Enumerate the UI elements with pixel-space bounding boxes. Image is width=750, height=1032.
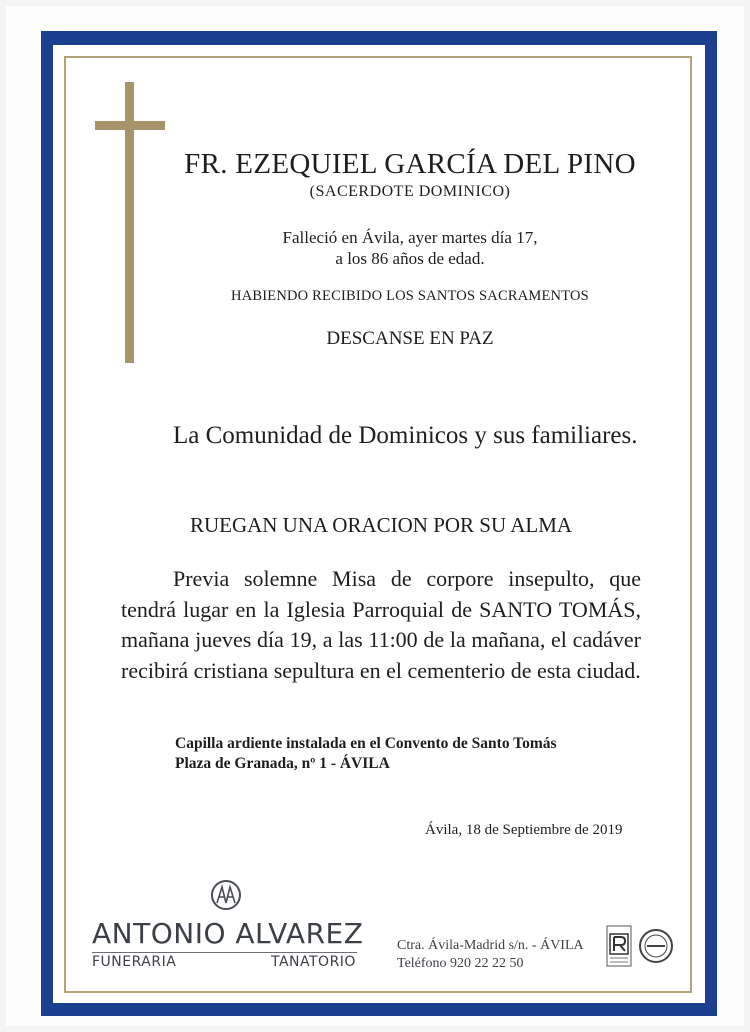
address: Ctra. Ávila-Madrid s/n. - ÁVILA — [397, 938, 584, 953]
tanatorio-label: TANATORIO — [271, 954, 356, 970]
quality-seal-icon — [638, 928, 674, 964]
death-info-line2: a los 86 años de edad. — [335, 249, 485, 268]
funeral-home-logo-icon — [207, 879, 245, 911]
family-paragraph: La Comunidad de Dominicos y sus familiares. — [173, 422, 638, 449]
mass-paragraph: Previa solemne Misa de corpore insepulto, que tendrá lugar en la Iglesia Parroquial de SANTO TOMÁS, mañana jueves día 19, a las 11:00 de la mañana, el cadáver recibirá cristiana sepultura en el cementerio de esta ciudad. — [121, 566, 641, 683]
notice-date: Ávila, 18 de Septiembre de 2019 — [425, 822, 623, 838]
death-info-line1: Falleció en Ávila, ayer martes día 17, — [282, 228, 538, 247]
cross-icon-bar — [95, 121, 165, 130]
sacraments-line: HABIENDO RECIBIDO LOS SANTOS SACRAMENTOS — [231, 288, 589, 304]
deceased-name: FR. EZEQUIEL GARCÍA DEL PINO — [184, 148, 636, 180]
rest-in-peace: DESCANSE EN PAZ — [326, 328, 494, 349]
funeral-label: FUNERARIA — [92, 954, 177, 970]
funeral-home-name: ANTONIO ALVAREZ — [92, 917, 364, 950]
certification-badge-icon — [606, 925, 632, 967]
deceased-title: (SACERDOTE DOMINICO) — [309, 183, 511, 200]
phone: Teléfono 920 22 22 50 — [397, 956, 524, 971]
chapel-line1: Capilla ardiente instalada en el Convento de Santo Tomás — [175, 735, 557, 752]
prayer-request: RUEGAN UNA ORACION POR SU ALMA — [189, 513, 573, 537]
brand-divider — [92, 952, 357, 953]
chapel-line2: Plaza de Granada, nº 1 - ÁVILA — [175, 755, 390, 772]
